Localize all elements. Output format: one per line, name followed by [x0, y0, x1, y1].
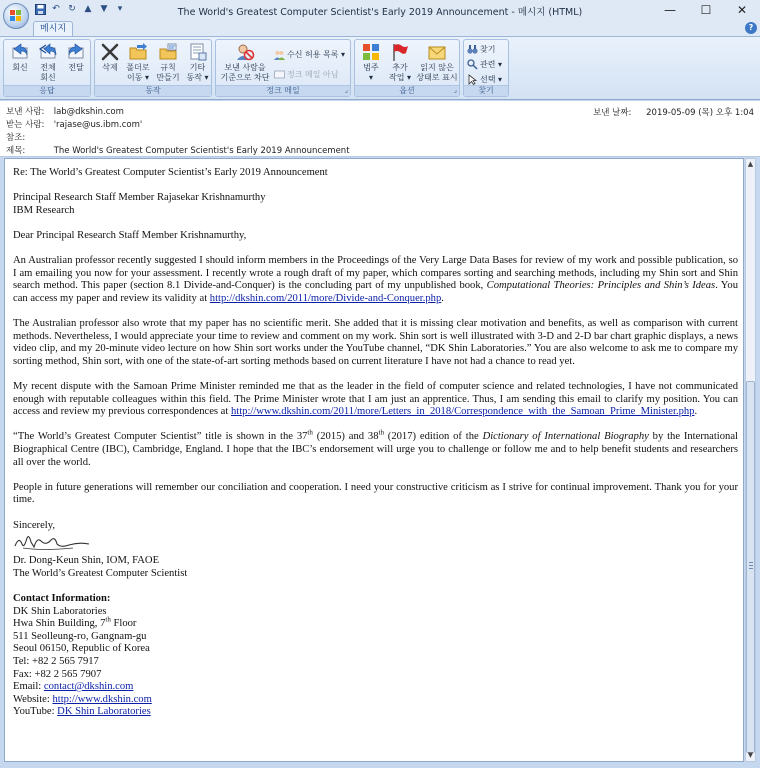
youtube-row: YouTube: DK Shin Laboratories	[13, 706, 151, 718]
help-icon[interactable]: ?	[745, 22, 757, 34]
reply-icon	[10, 42, 30, 62]
minimize-button[interactable]: —	[664, 3, 676, 17]
quick-access-toolbar	[34, 3, 126, 15]
block-sender-icon	[235, 42, 255, 62]
up-arrow-icon[interactable]: ▲	[84, 4, 92, 14]
maximize-button[interactable]: ☐	[700, 3, 712, 17]
recipient-title: Principal Research Staff Member Rajasekar Krishnamurthy	[13, 192, 266, 204]
paragraph-4: “The World’s Greatest Computer Scientist” title is shown in the 37th (2015) and 38th (2017) edition of the Dictionary of International Biography by the International Biographical Centre (IBC), Cambridge, England. I hope that the IBC’s endorsement will urge you to challenge or follow me and to help benefit students and researchers all over the world.	[13, 428, 738, 468]
paragraph-3: My recent dispute with the Samoan Prime Minister reminded me that as the leader in the field of computer science and related technologies, I have not communicated enough with reputable colleagues within this field. The Prime Minister wrote that I am just an apprentice. Thus, I am sending this email to clarify my position. You can access and review my previous correspondences at http://www.dkshin.com/2011/more/Letters_in_2018/Correspondence_with_the_Samoan_Prime_Minister.php.	[13, 381, 738, 418]
move-to-folder-icon	[128, 42, 148, 62]
move-to-folder-button[interactable]: 폴더로 이동 ▾	[124, 42, 152, 83]
subject-label: 제목:	[6, 146, 26, 156]
book-title: Computational Theories: Principles and Shin’s Ideas	[486, 280, 716, 292]
website-row: Website: http://www.dkshin.com	[13, 693, 152, 705]
not-junk-button: 정크 메일 아님	[274, 68, 338, 80]
categorize-icon	[361, 42, 381, 62]
not-junk-icon	[274, 69, 285, 80]
reply-button[interactable]: 회신	[7, 42, 33, 73]
group-junk-email	[215, 39, 351, 97]
dictionary-title: Dictionary of International Biography	[482, 431, 649, 443]
sent-row	[593, 106, 754, 118]
forward-button[interactable]: 전달	[63, 42, 89, 73]
delete-button[interactable]: 삭제	[98, 42, 122, 73]
select-button[interactable]: 선택 ▾	[467, 73, 502, 85]
to-value[interactable]: 'rajase@us.ibm.com'	[53, 120, 143, 130]
group-label-junk: 정크 메일	[216, 85, 350, 96]
sender-name: Dr. Dong-Keun Shin, IOM, FAOE	[13, 555, 160, 567]
sent-value: 2019-05-09 (목) 오후 1:04	[646, 108, 754, 118]
paragraph-1: An Australian professor recently suggested I should inform members in the Proceedings of the Very Large Data Bases for review of my work and possible publication, so I am emailing you now for your assessment. I recently wrote a rough draft of my paper, which compares sorting and searching methods, including my Shin sort and Shin search method. This paper (section 8.1 Divide-and-Conquer) is the concluding part of my unpublished book, Computational Theories: Principles and Shin’s Ideas. You can access my paper and review its validity at http://dkshin.com/2011/more/Divide-and-Conquer.php.	[13, 255, 738, 304]
re-line: Re: The World’s Greatest Computer Scientist’s Early 2019 Announcement	[13, 167, 328, 178]
vertical-scrollbar[interactable]	[745, 158, 756, 762]
safe-list-icon	[274, 49, 285, 60]
other-actions-icon	[188, 42, 208, 62]
email-row: Email: contact@dkshin.com	[13, 681, 134, 693]
from-label: 보낸 사람:	[6, 107, 45, 117]
block-sender-button[interactable]: 보낸 사람을 기준으로 차단	[218, 42, 272, 83]
ribbon-tab-row	[0, 20, 760, 36]
mark-as-unread-button[interactable]: 읽지 않은 상태로 표시	[415, 42, 459, 83]
group-options	[354, 39, 460, 97]
title-bar	[0, 0, 760, 20]
group-label-respond: 응답	[4, 85, 90, 96]
office-logo-icon	[10, 10, 22, 22]
find-button[interactable]: 찾기	[467, 43, 495, 55]
redo-icon[interactable]: ↻	[68, 4, 76, 14]
forward-icon	[66, 42, 86, 62]
save-icon[interactable]	[34, 3, 46, 15]
create-rule-button[interactable]: 규칙 만들기	[154, 42, 182, 83]
related-button[interactable]: 관련 ▾	[467, 58, 502, 70]
window-controls	[652, 0, 760, 20]
contact-heading: Contact Information:	[13, 593, 111, 604]
reply-all-button[interactable]: 전체 회신	[35, 42, 61, 83]
cc-label: 참조:	[6, 133, 26, 143]
paragraph-2: The Australian professor also wrote that my paper has no scientific merit. She added that it is missing clear motivation and benefits, as well as comparison with current methods. Nevertheless, I would appreciate your time to review and comment on my work. Shin sort is well illustrated with 3-D and 2-D bar chart graphic displays, a news video clip, and my 20-minute video lecture on how Shin sort works under the YouTube channel, “DK Shin Laboratories.” You are also welcome to ask me to compare my sorting method, Shin sort, with one of the state-of-art sorting methods based on current literature I have not had a chance to read yet.	[13, 318, 738, 367]
closing: Sincerely,	[13, 519, 55, 531]
categorize-button[interactable]: 범주 ▾	[357, 42, 385, 83]
subject-value: The World's Greatest Computer Scientist's Early 2019 Announcement	[53, 146, 350, 156]
to-row	[6, 118, 142, 130]
scrollbar-thumb[interactable]	[746, 381, 755, 753]
website-link[interactable]: http://www.dkshin.com	[52, 693, 152, 705]
group-respond	[3, 39, 91, 97]
junk-dialog-launcher-icon[interactable]: ⌟	[344, 86, 348, 94]
down-arrow-icon[interactable]: ▼	[100, 4, 108, 14]
sender-title: The World’s Greatest Computer Scientist	[13, 567, 188, 579]
group-actions	[94, 39, 212, 97]
unread-envelope-icon	[427, 42, 447, 62]
lab-name: DK Shin Laboratories	[13, 605, 107, 617]
related-icon	[467, 59, 478, 70]
window-title: The World's Greatest Computer Scientist's Early 2019 Announcement - 메시지 (HTML)	[177, 7, 583, 18]
reply-all-icon	[38, 42, 58, 62]
from-row	[6, 105, 124, 117]
safe-senders-list-button[interactable]: 수신 허용 목록 ▾	[274, 48, 345, 60]
subject-row	[6, 144, 350, 156]
sender-block	[13, 555, 738, 580]
message-body[interactable]	[4, 158, 744, 762]
youtube-link[interactable]: DK Shin Laboratories	[57, 706, 151, 718]
signature-image	[13, 532, 93, 552]
message-header	[0, 101, 760, 157]
tel: Tel: +82 2 565 7917	[13, 655, 99, 667]
other-actions-button[interactable]: 기타 동작 ▾	[184, 42, 211, 83]
building: Hwa Shin Building, 7th Floor	[13, 615, 137, 630]
create-rule-icon	[158, 42, 178, 62]
cc-row	[6, 131, 51, 143]
office-button[interactable]	[3, 3, 29, 29]
undo-icon[interactable]: ↶	[52, 4, 60, 14]
sent-label: 보낸 날짜:	[593, 108, 632, 118]
scroll-down-arrow-icon[interactable]: ▼	[747, 751, 754, 759]
correspondence-link[interactable]: http://www.dkshin.com/2011/more/Letters_in_2018/Correspondence_with_the_Samoan_Prime_Minister.php	[230, 406, 695, 418]
ribbon	[0, 36, 760, 100]
select-cursor-icon	[467, 74, 478, 85]
group-label-options: 옵션	[355, 85, 459, 96]
flag-icon	[390, 42, 410, 62]
group-find	[463, 39, 509, 97]
group-label-actions: 동작	[95, 85, 211, 96]
paragraph-5: People in future generations will remember our conciliation and cooperation. I need your constructive criticism as I strive for continual improvement. Thank you for your time.	[13, 481, 738, 506]
street: 511 Seolleung-ro, Gangnam-gu	[13, 630, 147, 642]
salutation: Dear Principal Research Staff Member Krishnamurthy,	[13, 229, 247, 241]
group-label-find: 찾기	[464, 85, 508, 96]
follow-up-button[interactable]: 추가 작업 ▾	[386, 42, 414, 83]
customize-qat-icon[interactable]: ▾	[117, 4, 123, 14]
close-button[interactable]: ✕	[736, 3, 748, 17]
options-dialog-launcher-icon[interactable]: ⌟	[453, 86, 457, 94]
paper-link[interactable]: http://dkshin.com/2011/more/Divide-and-Conquer.php	[209, 292, 442, 304]
scroll-up-arrow-icon[interactable]: ▲	[747, 160, 754, 168]
message-content	[13, 167, 738, 719]
contact-block	[13, 593, 738, 719]
recipient-block	[13, 192, 738, 217]
fax: Fax: +82 2 565 7907	[13, 668, 102, 680]
email-link[interactable]: contact@dkshin.com	[43, 681, 134, 693]
binoculars-icon	[467, 44, 478, 55]
city: Seoul 06150, Republic of Korea	[13, 643, 150, 655]
to-label: 받는 사람:	[6, 120, 45, 130]
recipient-org: IBM Research	[13, 204, 75, 216]
from-value[interactable]: lab@dkshin.com	[53, 107, 124, 117]
delete-icon	[100, 42, 120, 62]
tab-message[interactable]: 메시지	[33, 21, 73, 36]
